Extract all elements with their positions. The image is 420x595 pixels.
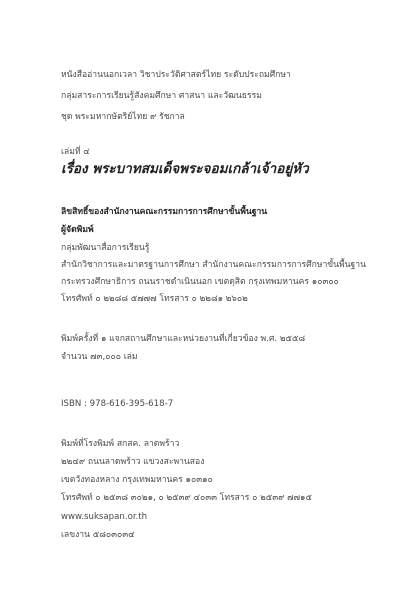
header-line-3: ชุด พระมหากษัตริย์ไทย ๙ รัชกาล xyxy=(61,112,185,122)
publisher-phone: โทรศัพท์ ๐ ๒๒๘๘ ๕๗๗๗ โทรสาร ๐ ๒๒๘๑ ๒๖๐๒ xyxy=(61,294,248,304)
isbn: ISBN : 978-616-395-618-7 xyxy=(61,399,174,409)
publisher-label: ผู้จัดพิมพ์ xyxy=(61,225,94,235)
publisher-group: กลุ่มพัฒนาสื่อการเรียนรู้ xyxy=(61,243,150,253)
job-number: เลขงาน ๕๘๐๓๐๓๔ xyxy=(61,530,135,540)
publisher-ministry: กระทรวงศึกษาธิการ ถนนราชดำเนินนอก เขตดุสิต กรุงเทพมหานคร ๑๐๓๐๐ xyxy=(61,277,339,287)
header-line-1: หนังสืออ่านนอกเวลา วิชาประวัติศาสตร์ไทย ระดับประถมศึกษา xyxy=(61,70,291,80)
publisher-office: สำนักวิชาการและมาตรฐานการศึกษา สำนักงานคณะกรรมการการศึกษาขั้นพื้นฐาน xyxy=(61,260,367,270)
header-line-2: กลุ่มสาระการเรียนรู้สังคมศึกษา ศาสนา และวัฒนธรรม xyxy=(61,91,262,101)
printer-name: พิมพ์ที่โรงพิมพ์ สกสค. ลาดพร้าว xyxy=(61,439,180,449)
printer-phone: โทรศัพท์ ๐ ๒๕๓๘ ๓๐๒๑, ๐ ๒๕๓๙ ๔๐๓๓ โทรสาร ๐ ๒๕๓๙ ๗๗๑๕ xyxy=(61,493,313,503)
volume-label: เล่มที่ ๔ xyxy=(61,147,90,157)
printer-website: www.suksapan.or.th xyxy=(61,512,148,522)
edition-info: พิมพ์ครั้งที่ ๑ แจกสถานศึกษาและหน่วยงานที่เกี่ยวข้อง พ.ศ. ๒๕๕๘ xyxy=(61,334,306,344)
copyright-owner: ลิขสิทธิ์ของสำนักงานคณะกรรมการการศึกษาขั้นพื้นฐาน xyxy=(61,207,268,217)
printer-address-2: เขตวังทองหลาง กรุงเทพมหานคร ๑๐๓๑๐ xyxy=(61,475,213,485)
book-title: เรื่อง พระบาทสมเด็จพระจอมเกล้าเจ้าอยู่หัว xyxy=(61,161,309,177)
printer-address-1: ๒๒๔๙ ถนนลาดพร้าว แขวงสะพานสอง xyxy=(61,457,205,467)
print-quantity: จำนวน ๗๓,๐๐๐ เล่ม xyxy=(61,352,138,362)
